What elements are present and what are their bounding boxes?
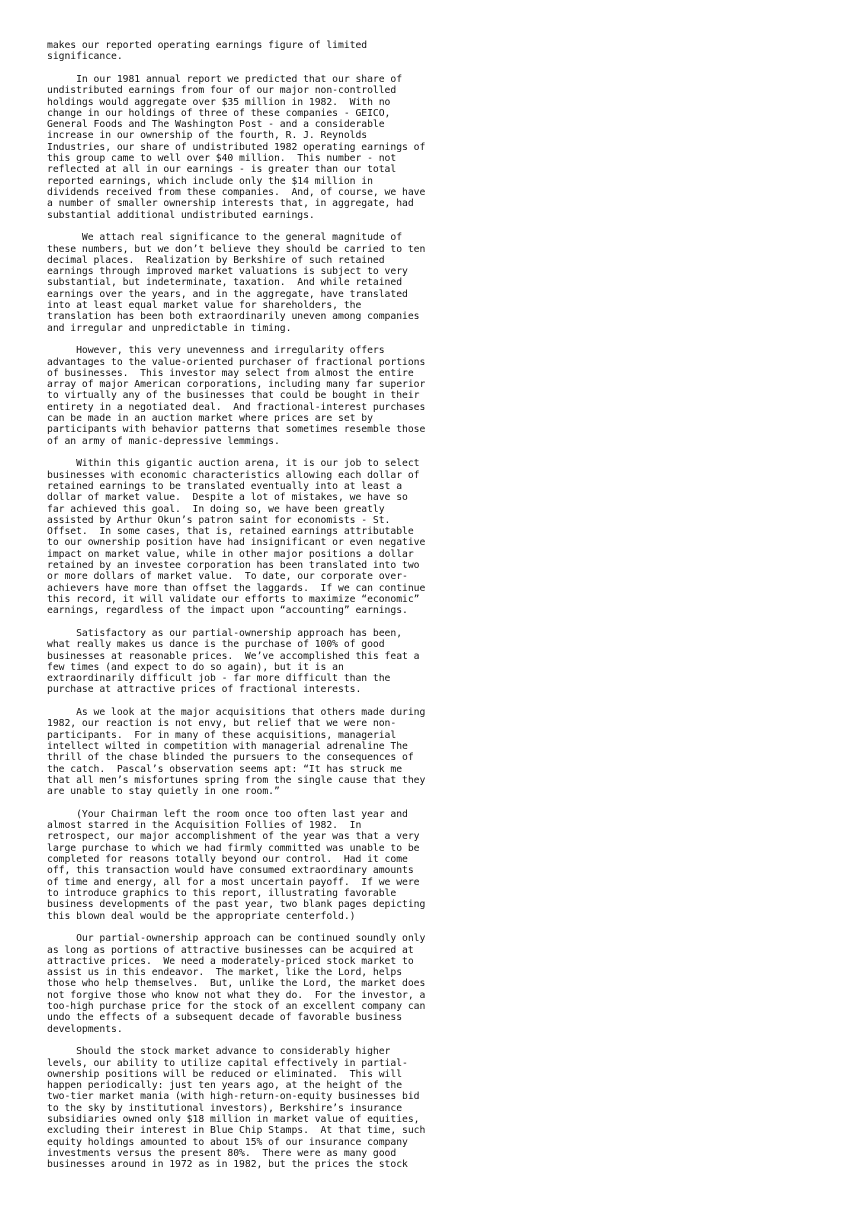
text-line: this group came to well over $40 million. This number - not xyxy=(47,153,397,165)
text-line: undistributed earnings from four of our major non-controlled xyxy=(47,85,397,97)
text-line: retained by an investee corporation has been translated into two xyxy=(47,560,420,572)
text-line: of an army of manic-depressive lemmings. xyxy=(47,435,280,447)
paragraph xyxy=(47,628,447,696)
paragraph-gap xyxy=(47,922,447,933)
text-line: investments versus the present 80%. There were as many good xyxy=(47,1147,397,1159)
text-line: retrospect, our major accomplishment of the year was that a very xyxy=(47,831,420,843)
paragraph-gap xyxy=(47,797,447,808)
text-line: almost starred in the Acquisition Follies of 1982. In xyxy=(47,820,362,832)
text-line: advantages to the value-oriented purchaser of fractional portions xyxy=(47,356,426,368)
text-line: can be made in an auction market where prices are set by xyxy=(47,413,373,425)
text-line: off, this transaction would have consumed extraordinary amounts xyxy=(47,865,414,877)
paragraph xyxy=(47,232,447,334)
paragraph-gap xyxy=(47,447,447,458)
text-line: purchase at attractive prices of fractional interests. xyxy=(47,684,362,696)
paragraph-gap xyxy=(47,1035,447,1046)
document-page xyxy=(47,40,447,1171)
paragraph xyxy=(47,40,447,63)
text-line: of time and energy, all for a most uncertain payoff. If we were xyxy=(47,876,420,888)
paragraph xyxy=(47,707,447,797)
text-line: business developments of the past year, two blank pages depicting xyxy=(47,899,426,911)
text-line: retained earnings to be translated eventually into at least a xyxy=(47,480,403,492)
text-line: undo the effects of a subsequent decade of favorable business xyxy=(47,1012,403,1024)
text-line: assist us in this endeavor. The market, like the Lord, helps xyxy=(47,967,403,979)
text-line: excluding their interest in Blue Chip Stamps. At that time, such xyxy=(47,1125,426,1137)
text-line: As we look at the major acquisitions that others made during xyxy=(47,707,426,719)
text-line: what really makes us dance is the purchase of 100% of good xyxy=(47,639,385,651)
paragraph xyxy=(47,933,447,1035)
text-line: to the sky by institutional investors), Berkshire’s insurance xyxy=(47,1102,403,1114)
text-line: to our ownership position have had insignificant or even negative xyxy=(47,537,426,549)
text-line: We attach real significance to the general magnitude of xyxy=(47,232,403,244)
paragraph-gap xyxy=(47,63,447,74)
text-line: Offset. In some cases, that is, retained earnings attributable xyxy=(47,526,414,538)
paragraph xyxy=(47,809,447,922)
paragraph xyxy=(47,1046,447,1170)
text-line: those who help themselves. But, unlike the Lord, the market does xyxy=(47,978,426,990)
text-line: intellect wilted in competition with managerial adrenaline The xyxy=(47,740,408,752)
text-line: earnings through improved market valuations is subject to very xyxy=(47,266,408,278)
text-line: makes our reported operating earnings figure of limited xyxy=(47,40,368,51)
paragraph xyxy=(47,458,447,616)
text-line: or more dollars of market value. To date, our corporate over- xyxy=(47,571,408,583)
text-line: dividends received from these companies. And, of course, we have xyxy=(47,186,426,198)
text-line: two-tier market mania (with high-return-on-equity businesses bid xyxy=(47,1091,420,1103)
text-line: too-high purchase price for the stock of an excellent company can xyxy=(47,1000,426,1012)
text-line: significance. xyxy=(47,51,123,63)
paragraph-gap xyxy=(47,617,447,628)
text-line: ownership positions will be reduced or eliminated. This will xyxy=(47,1068,403,1080)
text-line: businesses around in 1972 as in 1982, but the prices the stock xyxy=(47,1159,408,1171)
text-line: impact on market value, while in other major positions a dollar xyxy=(47,548,414,560)
paragraph xyxy=(47,345,447,447)
paragraph-gap xyxy=(47,696,447,707)
text-line: 1982, our reaction is not envy, but relief that we were non- xyxy=(47,718,397,730)
text-line: not forgive those who know not what they do. For the investor, a xyxy=(47,989,426,1001)
paragraph-gap xyxy=(47,334,447,345)
text-line: the catch. Pascal’s observation seems apt: “It has struck me xyxy=(47,763,403,775)
text-line: large purchase to which we had firmly committed was unable to be xyxy=(47,842,420,854)
text-line: achievers have more than offset the laggards. If we can continue xyxy=(47,582,426,594)
text-line: happen periodically: just ten years ago, at the height of the xyxy=(47,1080,403,1092)
text-line: dollar of market value. Despite a lot of mistakes, we have so xyxy=(47,492,408,504)
text-line: participants with behavior patterns that sometimes resemble those xyxy=(47,424,426,436)
text-line: of businesses. This investor may select from almost the entire xyxy=(47,367,414,379)
text-line: as long as portions of attractive businesses can be acquired at xyxy=(47,944,414,956)
text-line: substantial additional undistributed earnings. xyxy=(47,209,315,221)
text-line: businesses with economic characteristics allowing each dollar of xyxy=(47,469,420,481)
text-line: to virtually any of the businesses that could be bought in their xyxy=(47,390,420,402)
text-line: these numbers, but we don’t believe they should be carried to ten xyxy=(47,243,426,255)
text-line: far achieved this goal. In doing so, we have been greatly xyxy=(47,503,385,515)
paragraph xyxy=(47,74,447,221)
text-line: Our partial-ownership approach can be continued soundly only xyxy=(47,933,426,945)
text-line: substantial, but indeterminate, taxation. And while retained xyxy=(47,277,403,289)
text-line: Within this gigantic auction arena, it is our job to select xyxy=(47,458,420,470)
text-line: Satisfactory as our partial-ownership approach has been, xyxy=(47,627,403,639)
text-line: extraordinarily difficult job - far more difficult than the xyxy=(47,673,391,685)
text-line: earnings over the years, and in the aggregate, have translated xyxy=(47,288,408,300)
text-line: levels, our ability to utilize capital effectively in partial- xyxy=(47,1057,408,1069)
text-line: entirety in a negotiated deal. And fractional-interest purchases xyxy=(47,401,426,413)
text-line: thrill of the chase blinded the pursuers to the consequences of xyxy=(47,752,414,764)
text-line: and irregular and unpredictable in timing. xyxy=(47,322,292,334)
text-line: this record, it will validate our efforts to maximize “economic” xyxy=(47,593,420,605)
text-line: (Your Chairman left the room once too often last year and xyxy=(47,808,408,820)
text-line: translation has been both extraordinarily uneven among companies xyxy=(47,311,420,323)
text-line: Should the stock market advance to considerably higher xyxy=(47,1046,391,1058)
text-line: businesses at reasonable prices. We’ve accomplished this feat a xyxy=(47,650,420,662)
text-line: In our 1981 annual report we predicted that our share of xyxy=(47,73,403,85)
text-line: reflected at all in our earnings - is greater than our total xyxy=(47,164,397,176)
text-line: a number of smaller ownership interests that, in aggregate, had xyxy=(47,198,414,210)
text-line: holdings would aggregate over $35 million in 1982. With no xyxy=(47,96,391,108)
text-line: developments. xyxy=(47,1023,123,1035)
text-line: completed for reasons totally beyond our control. Had it come xyxy=(47,854,408,866)
text-line: few times (and expect to do so again), but it is an xyxy=(47,661,344,673)
text-line: that all men’s misfortunes spring from the single cause that they xyxy=(47,774,426,786)
text-line: into at least equal market value for shareholders, the xyxy=(47,300,362,312)
text-line: Industries, our share of undistributed 1982 operating earnings of xyxy=(47,141,426,153)
text-line: equity holdings amounted to about 15% of our insurance company xyxy=(47,1136,408,1148)
text-line: to introduce graphics to this report, illustrating favorable xyxy=(47,887,397,899)
text-line: decimal places. Realization by Berkshire of such retained xyxy=(47,254,385,266)
text-line: change in our holdings of three of these companies - GEICO, xyxy=(47,107,391,119)
text-line: participants. For in many of these acquisitions, managerial xyxy=(47,729,397,741)
text-line: assisted by Arthur Okun’s patron saint for economists - St. xyxy=(47,514,391,526)
paragraph-gap xyxy=(47,221,447,232)
text-line: However, this very unevenness and irregularity offers xyxy=(47,345,385,357)
text-line: are unable to stay quietly in one room.” xyxy=(47,786,280,798)
text-line: earnings, regardless of the impact upon “accounting” earnings. xyxy=(47,605,408,617)
text-line: subsidiaries owned only $18 million in market value of equities, xyxy=(47,1114,420,1126)
text-line: reported earnings, which include only the $14 million in xyxy=(47,175,373,187)
text-line: this blown deal would be the appropriate centerfold.) xyxy=(47,910,356,922)
text-line: attractive prices. We need a moderately-priced stock market to xyxy=(47,955,414,967)
text-line: General Foods and The Washington Post - and a considerable xyxy=(47,119,385,131)
text-line: increase in our ownership of the fourth, R. J. Reynolds xyxy=(47,130,368,142)
text-line: array of major American corporations, including many far superior xyxy=(47,379,426,391)
